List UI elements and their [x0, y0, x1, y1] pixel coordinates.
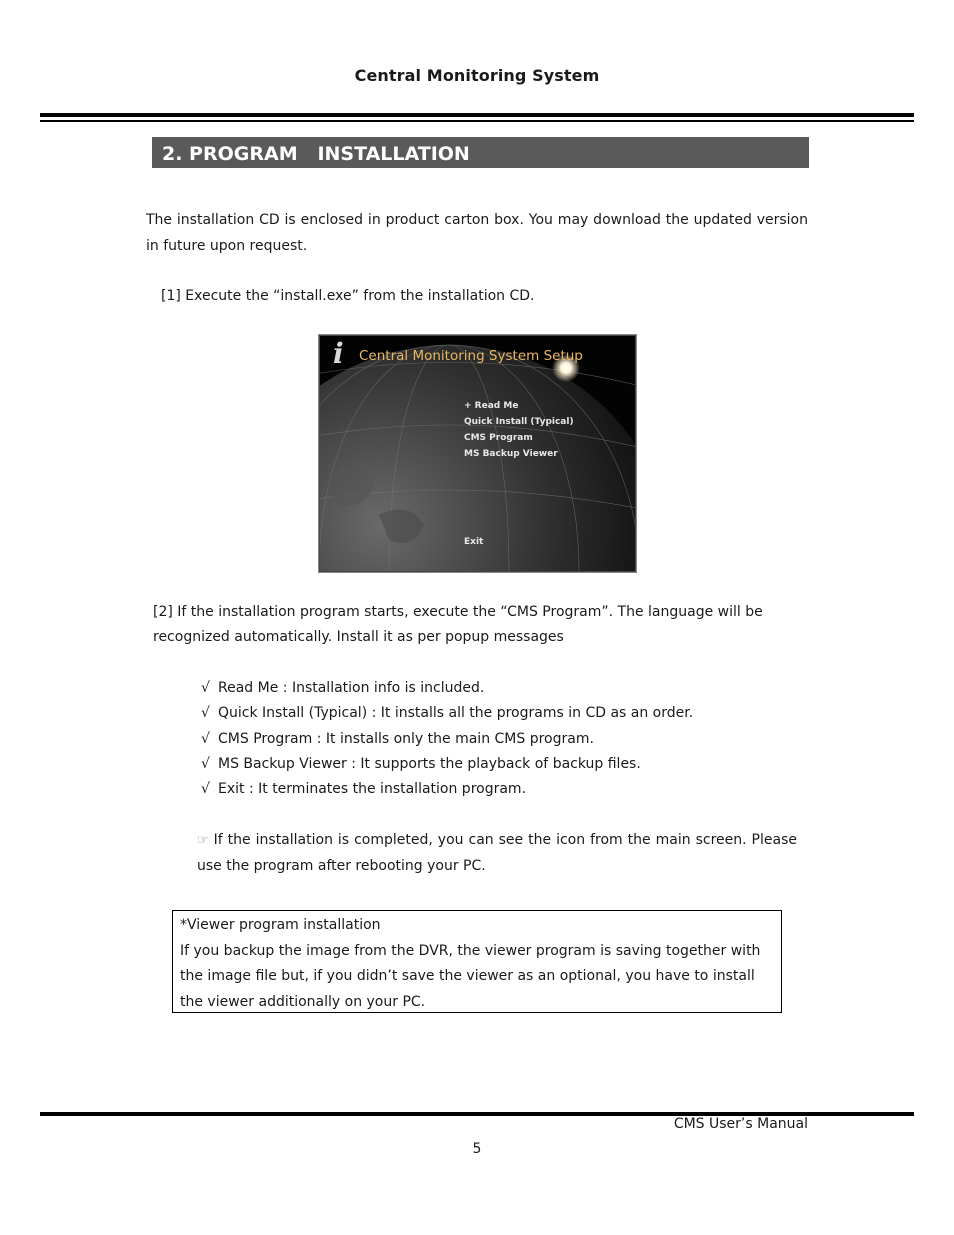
menu-ms-backup-viewer[interactable]: MS Backup Viewer [464, 449, 558, 459]
menu-cms-program[interactable]: CMS Program [464, 433, 533, 443]
menu-read-me[interactable]: + Read Me [464, 401, 519, 411]
installer-screenshot [318, 334, 637, 573]
list-item: √ Exit : It terminates the installation program. [201, 777, 693, 802]
check-mark-icon: √ [201, 705, 210, 722]
list-item: √ Quick Install (Typical) : It installs all the programs in CD as an order. [201, 701, 693, 726]
footer-manual-title: CMS User’s Manual [673, 1116, 808, 1132]
pointing-hand-icon: ☞ [197, 833, 209, 848]
note-text: If you backup the image from the DVR, the viewer program is saving together with the image file but, if you didn’t save the viewer as an optional, you have to install the viewer additionally on your PC. [180, 942, 761, 1010]
check-mark-icon: √ [201, 680, 210, 696]
step-1-text: [1] Execute the “install.exe” from the installation CD. [161, 288, 535, 304]
viewer-install-note-box [172, 910, 782, 1013]
list-item: √ CMS Program : It installs only the main CMS program. [201, 727, 693, 752]
list-item: √ MS Backup Viewer : It supports the playback of backup files. [201, 752, 693, 777]
step-2-line-2: recognized automatically. Install it as per popup messages [153, 629, 564, 645]
header-rule-thin [40, 120, 914, 122]
check-mark-icon: √ [201, 730, 210, 747]
check-mark-icon: √ [201, 781, 210, 798]
list-item: √ Read Me : Installation info is included. [201, 676, 693, 701]
intro-paragraph: The installation CD is enclosed in product carton box. You may download the updated version in future upon request. [146, 212, 808, 254]
menu-quick-install[interactable]: Quick Install (Typical) [464, 417, 574, 427]
page-header-title: Central Monitoring System [354, 66, 600, 85]
step-2-line-1: [2] If the installation program starts, execute the “CMS Program”. The language will be [153, 604, 763, 620]
app-logo-icon: i [333, 337, 344, 370]
check-mark-icon: √ [201, 755, 210, 772]
menu-exit[interactable]: Exit [464, 537, 484, 547]
note-title: *Viewer program installation [180, 917, 381, 933]
tip-text: If the installation is completed, you can see the icon from the main screen. Please use the program after rebooting your PC. [197, 832, 797, 874]
header-rule-thick [40, 113, 914, 117]
tip-paragraph [197, 828, 797, 879]
setup-window-title: Central Monitoring System Setup [359, 348, 583, 364]
option-checklist [201, 676, 693, 802]
page-number: 5 [472, 1141, 482, 1157]
section-heading: 2. PROGRAM INSTALLATION [152, 137, 809, 168]
